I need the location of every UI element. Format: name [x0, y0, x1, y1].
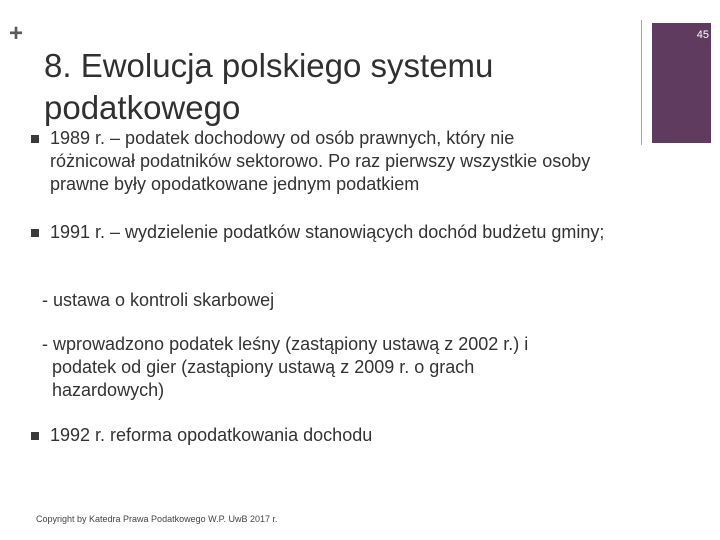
list-item — [31, 127, 601, 196]
page-number: 45 — [696, 29, 709, 41]
sub-item: - wprowadzono podatek leśny (zastąpiony ustawą z 2002 r.) i podatek od gier (zastąpiony ustawą z 2009 r. o grach hazardowych) — [42, 334, 529, 400]
list-item — [31, 221, 651, 244]
footer-copyright: Copyright by Katedra Prawa Podatkowego W.P. UwB 2017 r. — [36, 514, 278, 524]
square-bullet-icon — [31, 229, 39, 237]
list-item — [31, 424, 631, 447]
square-bullet-icon — [31, 135, 39, 143]
list-item-text: 1992 r. reforma opodatkowania dochodu — [50, 425, 373, 445]
list-item-text: 1989 r. – podatek dochodowy od osób prawnych, który nie różnicował podatników sektorowo. Po raz pierwszy wszystkie osoby prawne były opodatkowane jednym podatkiem — [50, 128, 591, 194]
list-item-text: 1991 r. – wydzielenie podatków stanowiących dochód budżetu gminy; — [50, 222, 605, 242]
divider-line — [641, 20, 642, 145]
plus-icon: + — [9, 20, 24, 47]
page-number-panel — [652, 23, 711, 143]
sub-item: - ustawa o kontroli skarbowej — [42, 290, 275, 310]
square-bullet-icon — [31, 432, 39, 440]
slide-title: 8. Ewolucja polskiego systemu podatkowego — [44, 47, 494, 126]
